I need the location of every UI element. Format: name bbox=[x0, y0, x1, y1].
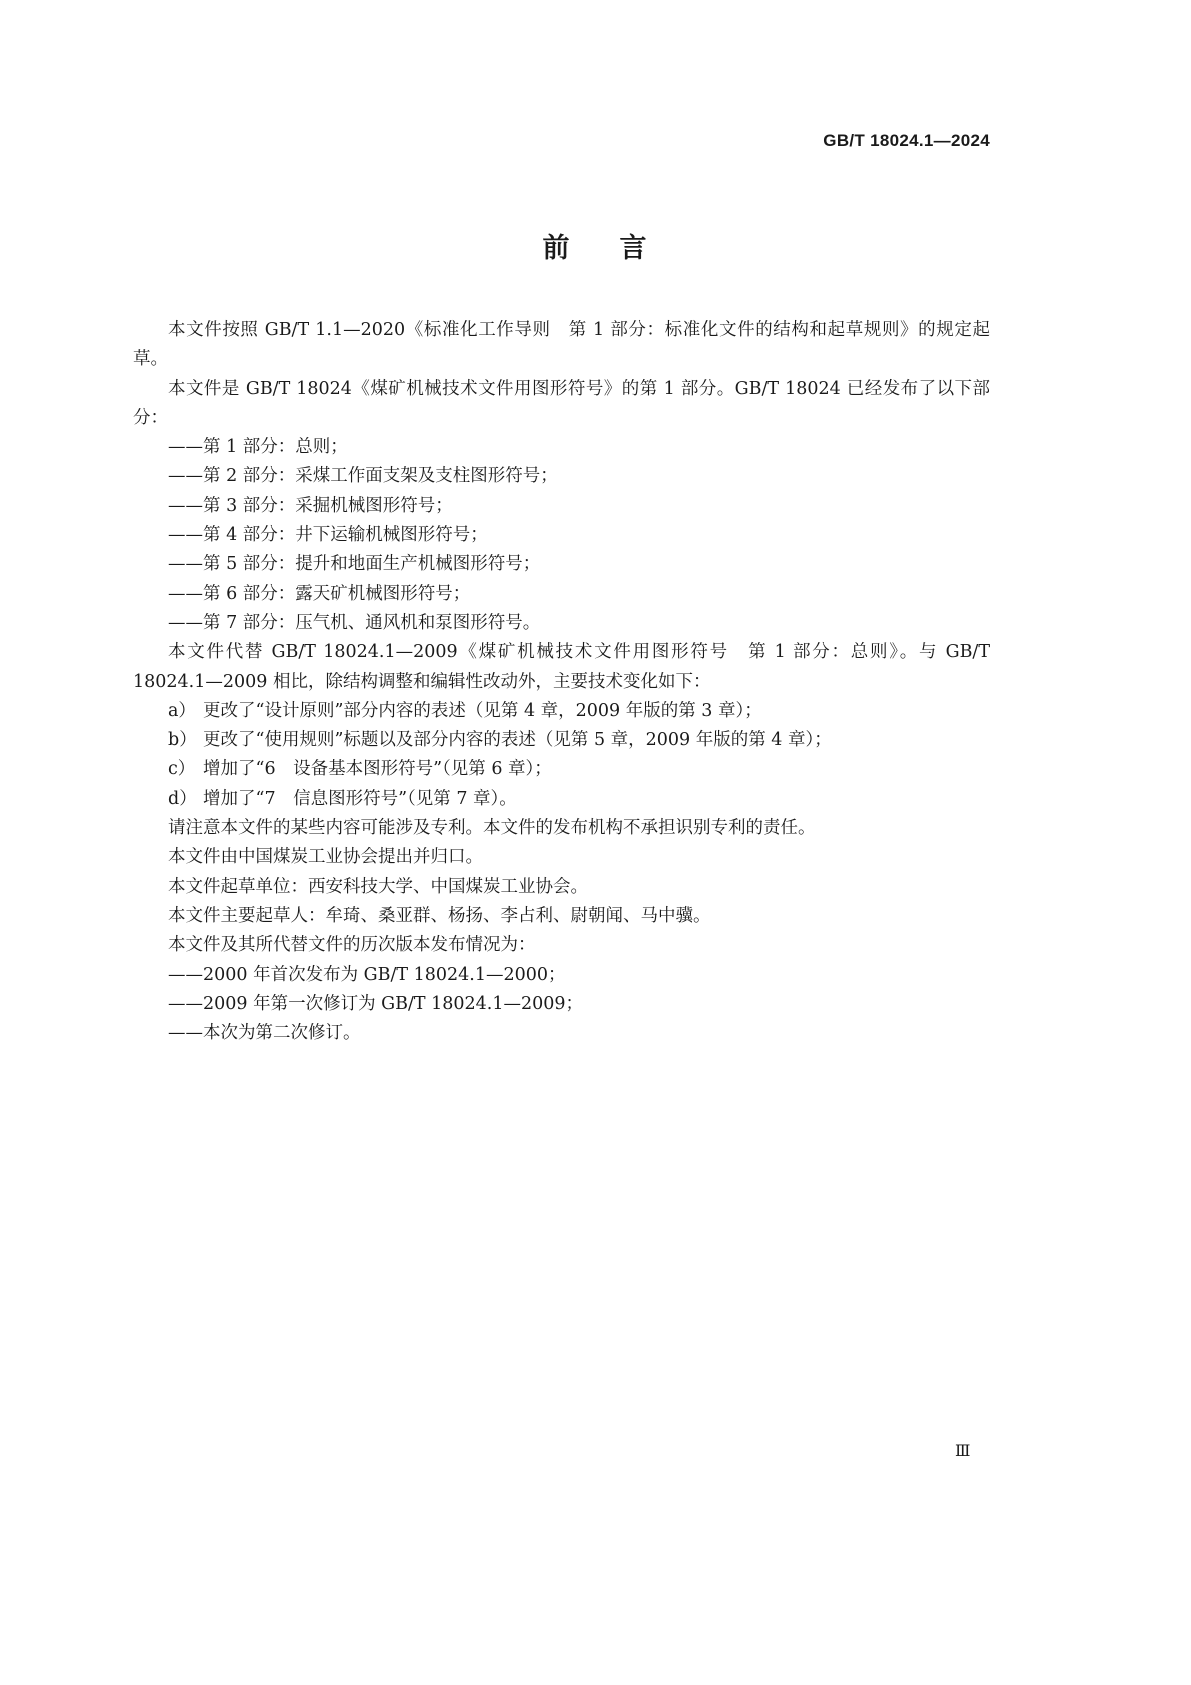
change-text: 更改了“使用规则”标题以及部分内容的表述（见第 5 章，2009 年版的第 4 章）； bbox=[203, 730, 832, 751]
paragraph: 本文件按照 GB/T 1.1—2020《标准化工作导则 第 1 部分：标准化文件的结构和起草规则》的规定起草。 bbox=[133, 320, 990, 370]
change-text: 更改了“设计原则”部分内容的表述（见第 4 章，2009 年版的第 3 章）； bbox=[203, 700, 762, 721]
history-item: ——本次为第二次修订。 bbox=[168, 1023, 361, 1044]
change-label: d） bbox=[168, 788, 197, 809]
change-label: b） bbox=[168, 730, 197, 751]
paragraph: 本文件起草单位：西安科技大学、中国煤炭工业协会。 bbox=[168, 876, 588, 897]
list-item: ——第 1 部分：总则； bbox=[168, 437, 348, 458]
change-item bbox=[133, 755, 990, 784]
paragraph: 本文件及其所代替文件的历次版本发布情况为： bbox=[168, 935, 536, 956]
paragraph: 本文件是 GB/T 18024《煤矿机械技术文件用图形符号》的第 1 部分。GB/T 18024 已经发布了以下部分： bbox=[133, 378, 990, 428]
list-item: ——第 7 部分：压气机、通风机和泵图形符号。 bbox=[168, 612, 541, 633]
change-item bbox=[133, 785, 990, 814]
list-item: ——第 3 部分：采掘机械图形符号； bbox=[168, 495, 453, 516]
standard-number-header: GB/T 18024.1—2024 bbox=[823, 131, 990, 150]
list-item: ——第 2 部分：采煤工作面支架及支柱图形符号； bbox=[168, 466, 558, 487]
history-item: ——2000 年首次发布为 GB/T 18024.1—2000； bbox=[168, 964, 566, 985]
change-item bbox=[133, 726, 990, 755]
foreword-body bbox=[133, 316, 990, 1048]
change-text: 增加了“7 信息图形符号”（见第 7 章）。 bbox=[203, 788, 517, 809]
list-item: ——第 4 部分：井下运输机械图形符号； bbox=[168, 525, 488, 546]
title-char: 前 bbox=[542, 233, 572, 264]
paragraph: 请注意本文件的某些内容可能涉及专利。本文件的发布机构不承担识别专利的责任。 bbox=[168, 818, 816, 839]
list-item: ——第 6 部分：露天矿机械图形符号； bbox=[168, 583, 471, 604]
paragraph: 本文件代替 GB/T 18024.1—2009《煤矿机械技术文件用图形符号 第 1 部分：总则》。与 GB/T 18024.1—2009 相比，除结构调整和编辑性改动外，主要技术变化如下： bbox=[133, 642, 990, 692]
title-char: 言 bbox=[619, 233, 649, 264]
change-label: a） bbox=[168, 700, 196, 721]
change-label: c） bbox=[168, 759, 196, 780]
paragraph: 本文件主要起草人：牟琦、桑亚群、杨扬、李占利、尉朝闻、马中骥。 bbox=[168, 905, 711, 926]
change-item bbox=[133, 697, 990, 726]
page-number: Ⅲ bbox=[955, 1441, 971, 1460]
change-text: 增加了“6 设备基本图形符号”（见第 6 章）； bbox=[203, 759, 552, 780]
list-item: ——第 5 部分：提升和地面生产机械图形符号； bbox=[168, 554, 541, 575]
history-item: ——2009 年第一次修订为 GB/T 18024.1—2009； bbox=[168, 993, 584, 1014]
page-title bbox=[0, 226, 1191, 265]
paragraph: 本文件由中国煤炭工业协会提出并归口。 bbox=[168, 847, 483, 868]
